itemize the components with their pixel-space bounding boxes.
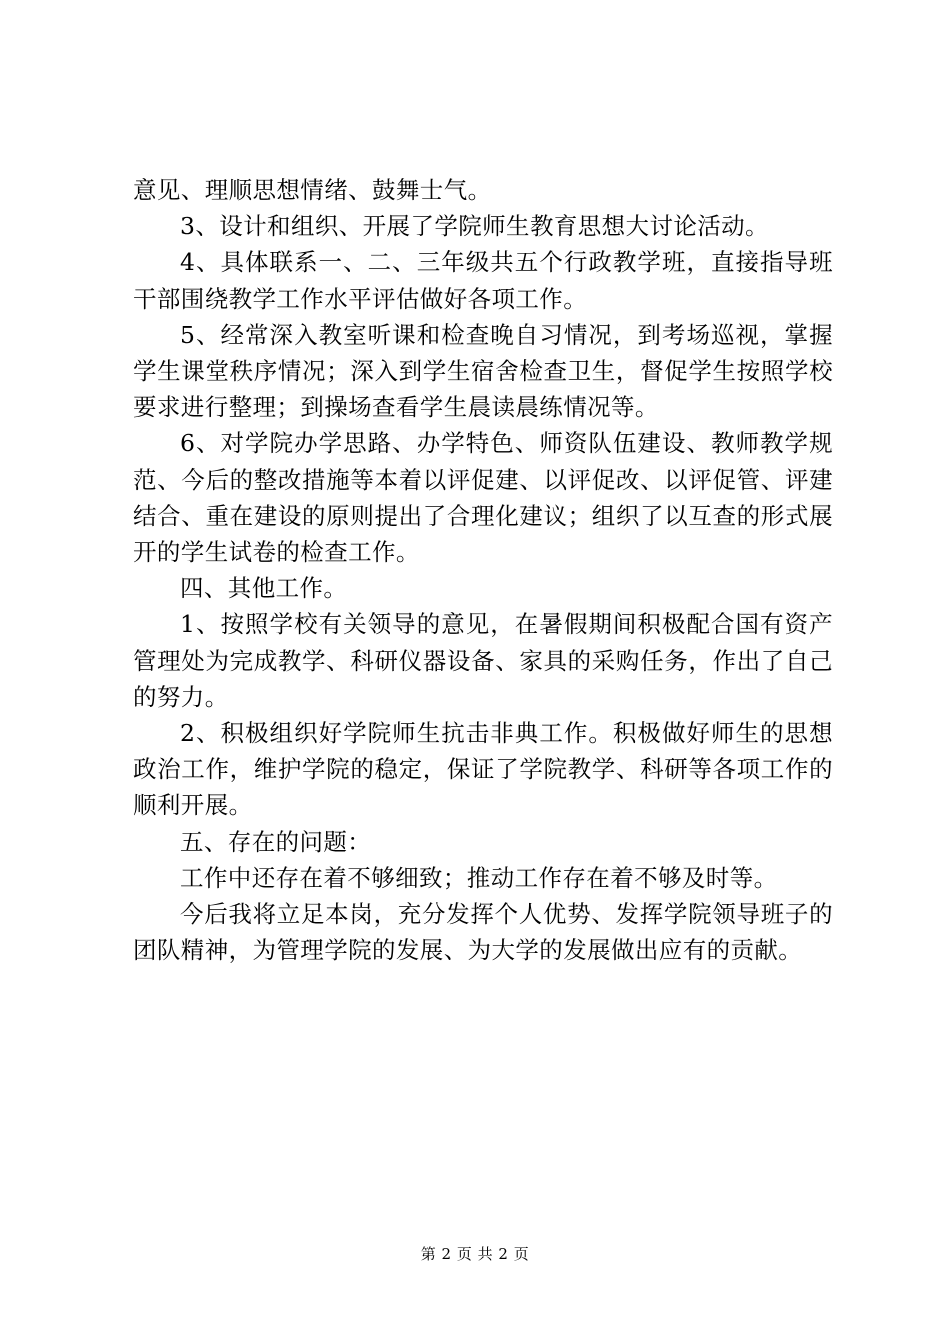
paragraph-10: 今后我将立足本岗，充分发挥个人优势、发挥学院领导班子的团队精神，为管理学院的发展、为大学的发展做出应有的贡献。 [133, 900, 833, 965]
paragraph-6: 1、按照学校有关领导的意见，在暑假期间积极配合国有资产管理处为完成教学、科研仪器设备、家具的采购任务，作出了自己的努力。 [133, 610, 833, 711]
paragraph-1: 3、设计和组织、开展了学院师生教育思想大讨论活动。 [180, 212, 769, 241]
paragraph-7: 2、积极组织好学院师生抗击非典工作。积极做好师生的思想政治工作，维护学院的稳定，保证了学院教学、科研等各项工作的顺利开展。 [133, 719, 833, 820]
paragraph-0: 意见、理顺思想情绪、鼓舞士气。 [133, 176, 492, 204]
paragraph-3: 5、经常深入教室听课和检查晚自习情况，到考场巡视，掌握学生课堂秩序情况；深入到学生宿舍检查卫生，督促学生按照学校要求进行整理；到操场查看学生晨读晨练情况等。 [133, 320, 833, 422]
section-heading-other-work: 四、其他工作。 [180, 574, 348, 603]
paragraph-9: 工作中还存在着不够细致；推动工作存在着不够及时等。 [180, 863, 778, 892]
section-heading-problems: 五、存在的问题： [180, 827, 372, 856]
page-number-label: 第 2 页 共 2 页 [420, 1245, 530, 1263]
document-body [133, 172, 833, 968]
page-footer [0, 1244, 950, 1264]
paragraph-4: 6、对学院办学思路、办学特色、师资队伍建设、教师教学规范、今后的整改措施等本着以评促建、以评促改、以评促管、评建结合、重在建设的原则提出了合理化建议；组织了以互查的形式展开的学生试卷的检查工作。 [133, 429, 833, 567]
paragraph-2: 4、具体联系一、二、三年级共五个行政教学班，直接指导班干部围绕教学工作水平评估做好各项工作。 [133, 248, 833, 313]
